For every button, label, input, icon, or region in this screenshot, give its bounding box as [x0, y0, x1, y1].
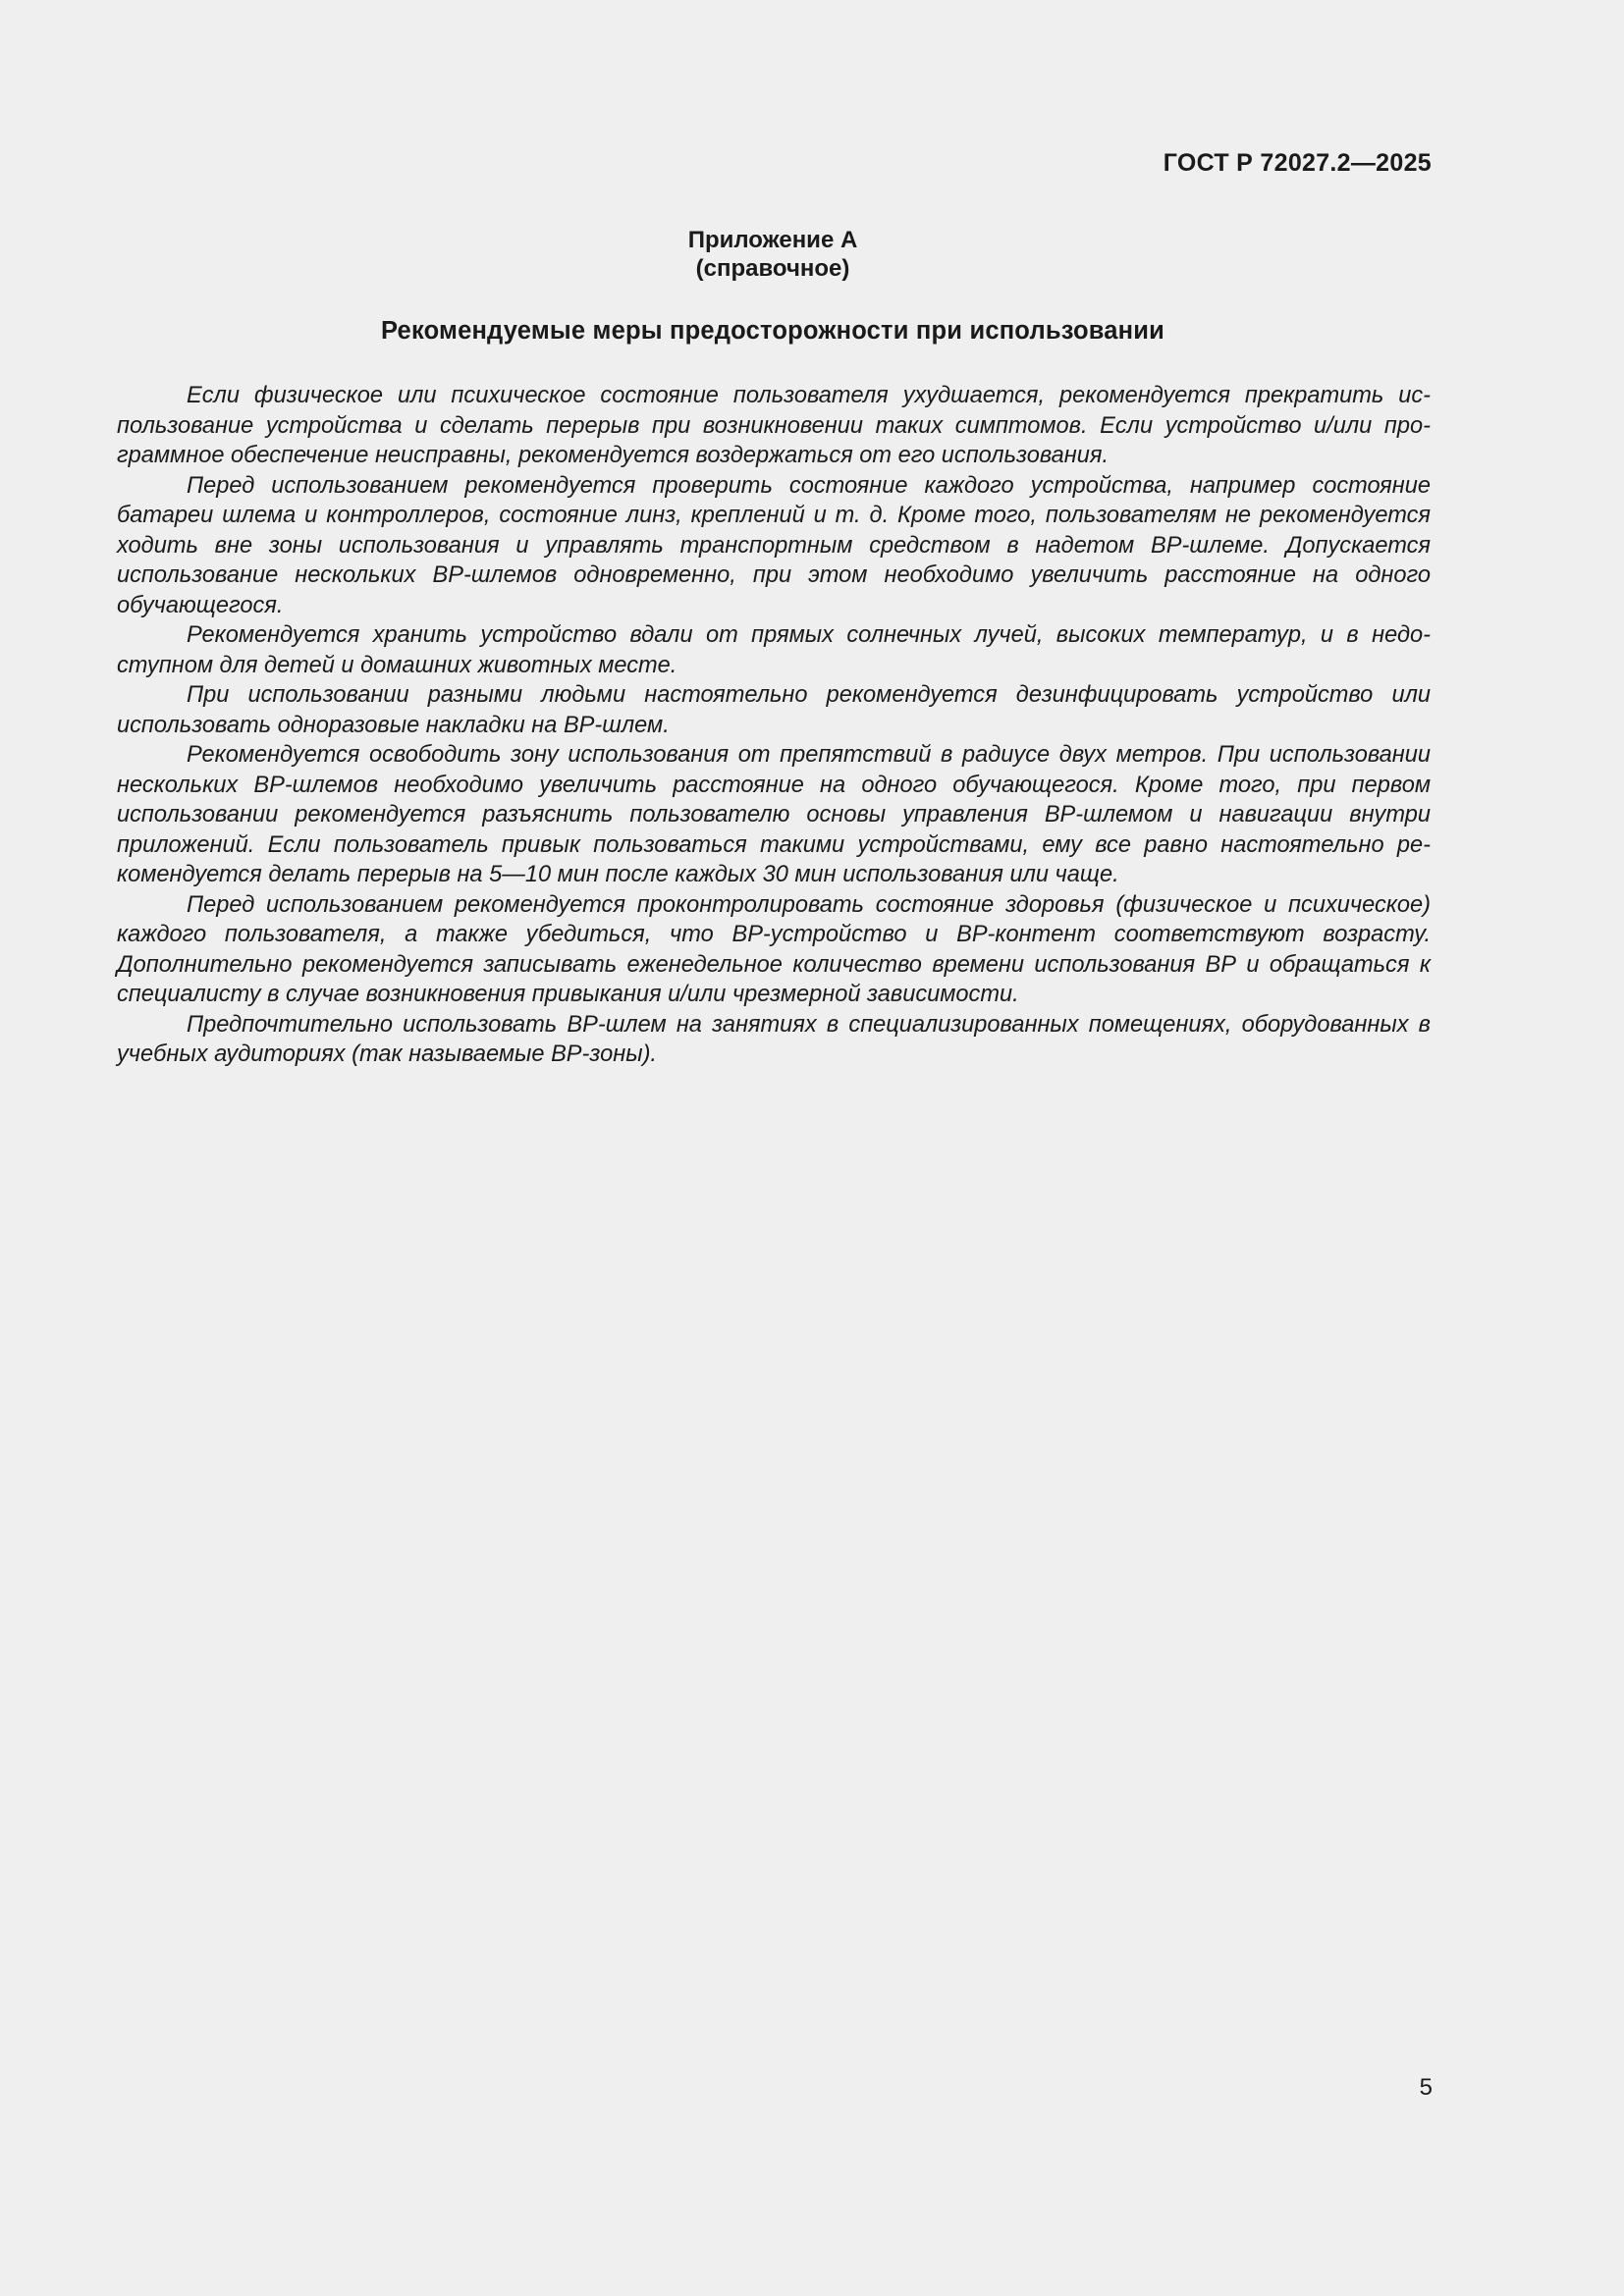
paragraph: Если физическое или психическое состояние пользователя ухудшается, рекомендуется прекратить использование устройства и сделать перерыв при возникновении таких симптомов. Если устройство и/или программное обеспечение неисправны, рекомендуется воздержаться от его использования. [117, 383, 1431, 468]
paragraph: Предпочтительно использовать ВР-шлем на занятиях в специализированных помещениях, оборудованных в учебных аудиториях (так называемые ВР-зоны). [117, 1011, 1431, 1067]
paragraph: Рекомендуется хранить устройство вдали от прямых солнечных лучей, высоких температур, и в недоступном для детей и домашних животных месте. [117, 622, 1431, 678]
section-heading: Рекомендуемые меры предосторожности при использовании [380, 317, 1165, 345]
page-number: 5 [1419, 2074, 1433, 2101]
appendix-subtitle: (справочное) [695, 255, 850, 282]
paragraph: Перед использованием рекомендуется проверить состояние каждого устройства, например состояние батареи шлема и контроллеров, состояние линз, креплений и т. д. Кроме того, пользователям не рекомендуется ходить вне зоны использования и управлять транспортным средством в надетом ВР-шлеме. Допускается использование нескольких ВР-шлемов одновременно, при этом необходимо увеличить расстояние на одного обучающегося. [117, 472, 1431, 618]
body-text [117, 381, 1431, 1070]
paragraph: При использовании разными людьми настоятельно рекомендуется дезинфицировать устройство или использовать одноразовые накладки на ВР-шлем. [117, 682, 1431, 738]
paragraph: Рекомендуется освободить зону использования от препятствий в радиусе двух метров. При использовании нескольких ВР-шлемов необходимо увеличить расстояние на одного обучающегося. Кроме того, при первом использовании рекомендуется разъяснить пользователю основы управления ВР-шлемом и навигации внутри приложений. Если пользователь привык пользоваться такими устройствами, ему все равно настоятельно рекомендуется делать перерыв на 5—10 мин после каждых 30 мин использования или чаще. [117, 742, 1431, 887]
appendix-title: Приложение А [687, 227, 858, 253]
appendix-header [0, 226, 1545, 283]
document-code: ГОСТ Р 72027.2—2025 [1163, 149, 1432, 177]
paragraph: Перед использованием рекомендуется проконтролировать состояние здоровья (физическое и психическое) каждого пользователя, а также убедиться, что ВР-устройство и ВР-контент соответствуют возрасту. Дополнительно рекомендуется записывать еженедельное количество времени использования ВР и обращаться к специалисту в случае возникновения привыкания и/или чрезмерной зависимости. [117, 891, 1431, 1007]
